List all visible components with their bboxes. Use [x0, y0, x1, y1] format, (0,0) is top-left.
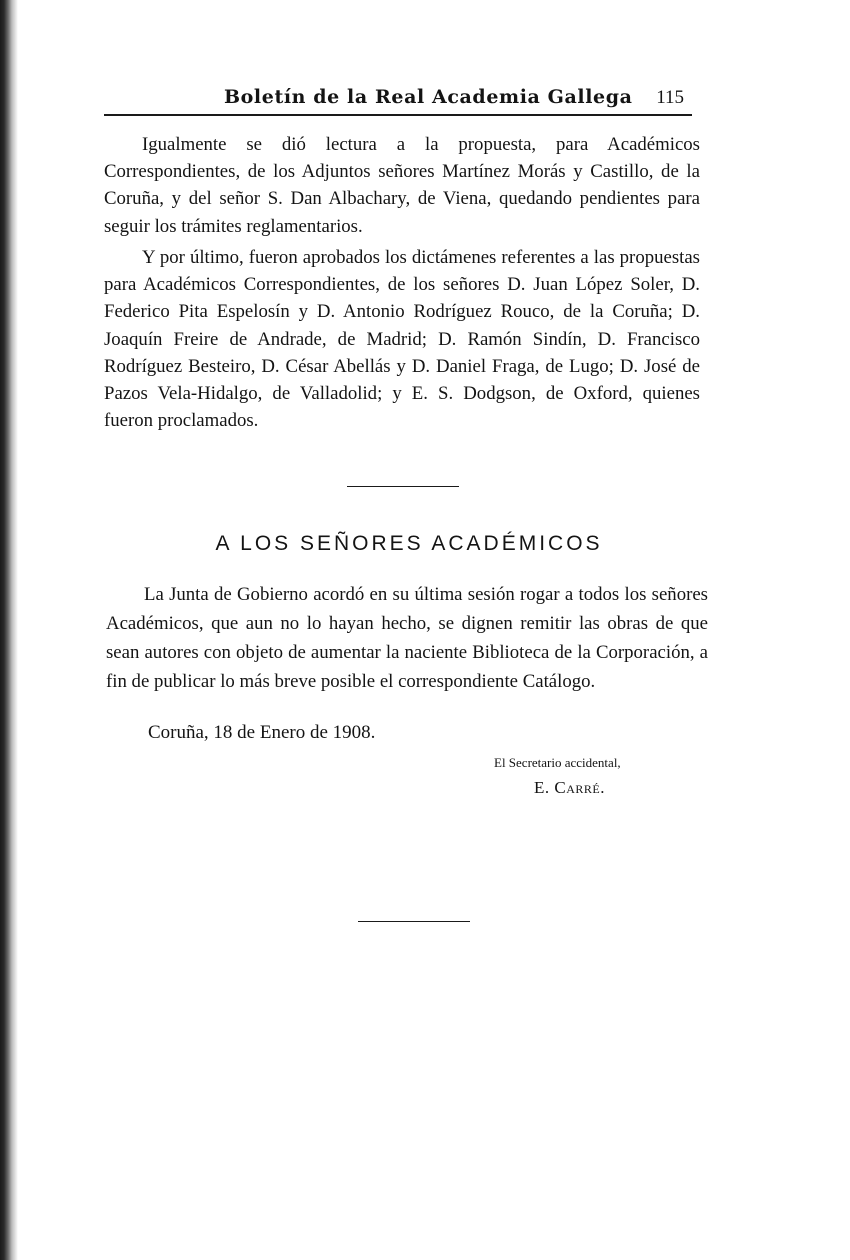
section-divider-bottom	[358, 921, 470, 922]
page-number: 115	[656, 87, 684, 108]
minutes-paragraph-1: Igualmente se dió lectura a la propuesta, para Académicos Correspondientes, de los Adjuntos señores Martínez Morás y Castillo, de la Coruña, y del señor S. Dan Albachary, de Viena, quedando pendientes para seguir los trámites reglamentarios.	[104, 134, 700, 237]
signer-role: El Secretario accidental,	[494, 755, 621, 770]
section-divider-top	[347, 486, 459, 487]
minutes-paragraph-2: Y por último, fueron aprobados los dictámenes referentes a las propuestas para Académicos Correspondientes, de los señores D. Juan López Soler, D. Federico Pita Espelosín y D. Antonio Rodríguez Rouco, de la Coruña; D. Joaquín Freire de Andrade, de Madrid; D. Ramón Sindín, D. Francisco Rodríguez Besteiro, D. César Abellás y D. Daniel Fraga, de Lugo; D. José de Pazos Vela-Hidalgo, de Valladolid; y E. S. Dodgson, de Oxford, quienes fueron proclamados.	[104, 247, 700, 432]
signer-name: E. Carré.	[534, 778, 605, 797]
dateline: Coruña, 18 de Enero de 1908.	[148, 722, 376, 743]
journal-title: Boletín de la Real Academia Gallega	[224, 86, 633, 108]
notice-heading: A LOS SEÑORES ACADÉMICOS	[215, 532, 603, 555]
notice-paragraph: La Junta de Gobierno acordó en su última sesión rogar a todos los señores Académicos, que aun no lo hayan hecho, se dignen remitir las obras de que sean autores con objeto de aumentar la naciente Biblioteca de la Corporación, a fin de publicar lo más breve posible el correspondiente Catálogo.	[106, 584, 708, 692]
scan-binding-edge	[0, 0, 18, 1260]
running-header	[104, 86, 692, 116]
